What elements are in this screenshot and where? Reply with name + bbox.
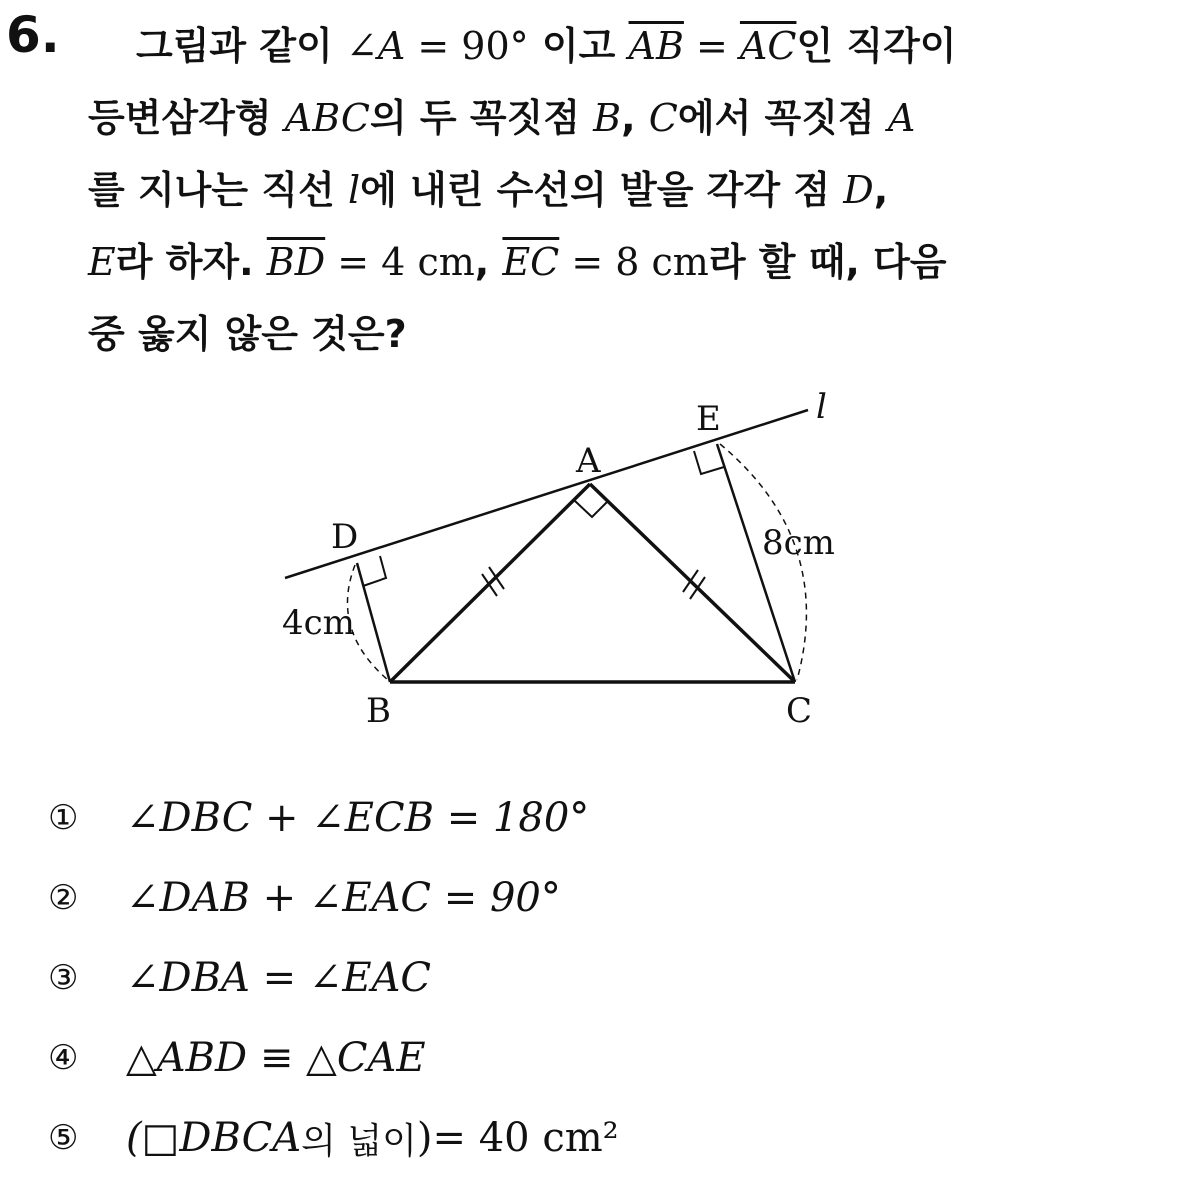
segment-b-d <box>357 563 390 682</box>
choice-5[interactable] <box>48 1098 619 1178</box>
label-bd-length: 4cm <box>282 603 355 643</box>
choice-text: ∠DBA = ∠EAC <box>126 955 432 1001</box>
segment-a-c <box>590 484 795 682</box>
statement-text: 그림과 같이 <box>136 24 346 68</box>
point-c: C <box>648 96 678 140</box>
segment-a-b <box>390 484 590 682</box>
label-l: l <box>816 387 827 427</box>
statement-text: 등변삼각형 <box>88 96 285 140</box>
choice-text-korean: 의 넓이 <box>301 1120 417 1162</box>
choice-marker: ③ <box>48 958 79 998</box>
answer-choices <box>48 778 619 1178</box>
point-a: A <box>887 96 916 140</box>
right-angle-mark-d <box>363 556 386 586</box>
right-angle-mark-a <box>575 501 608 517</box>
label-c: C <box>786 691 813 731</box>
statement-text: 중 옳지 않은 것은? <box>88 312 407 356</box>
segment-ab: $\overline{AB}$ <box>628 24 684 68</box>
bd-length: = 4 cm <box>325 240 475 284</box>
statement-text: 인 직각이 <box>796 24 957 68</box>
statement-text: , <box>621 96 649 140</box>
label-d: D <box>331 517 359 557</box>
point-b: B <box>593 96 622 140</box>
point-e: E <box>88 240 116 284</box>
choice-1[interactable] <box>48 778 619 858</box>
statement-text: 이고 <box>528 24 629 68</box>
equals-sign: = <box>683 24 740 68</box>
label-b: B <box>366 691 391 731</box>
choice-text: ∠DAB + ∠EAC = 90° <box>126 875 561 921</box>
statement-text: 에 내린 수선의 발을 각각 점 <box>360 168 844 212</box>
line-l: l <box>347 168 361 212</box>
statement-text: 에서 꼭짓점 <box>677 96 888 140</box>
angle-a: ∠A <box>346 24 406 68</box>
line-l <box>285 410 808 578</box>
tick-mark-ac <box>690 577 705 599</box>
segment-ac: $\overline{AC}$ <box>739 24 797 68</box>
choice-2[interactable] <box>48 858 619 938</box>
problem-number: 6. <box>6 6 60 64</box>
choice-text: (□DBCA <box>126 1115 302 1161</box>
statement-text: 라 할 때, 다음 <box>708 240 947 284</box>
ec-length: = 8 cm <box>559 240 709 284</box>
choice-3[interactable] <box>48 938 619 1018</box>
statement-text: 라 하자. <box>115 240 267 284</box>
choice-marker: ① <box>48 798 79 838</box>
choice-4[interactable] <box>48 1018 619 1098</box>
choice-marker: ④ <box>48 1038 79 1078</box>
label-ec-length: 8cm <box>762 523 835 563</box>
choice-text: △ABD ≡ △CAE <box>126 1035 426 1081</box>
triangle-abc: ABC <box>284 96 370 140</box>
statement-text: , <box>873 168 889 212</box>
angle-value: = 90° <box>405 24 529 68</box>
label-e: E <box>696 399 721 439</box>
statement-text: 를 지나는 직선 <box>88 168 348 212</box>
point-d: D <box>843 168 874 212</box>
segment-ec: $\overline{EC}$ <box>502 240 560 284</box>
tick-mark-ac <box>683 570 698 592</box>
statement-text: 의 두 꼭짓점 <box>369 96 594 140</box>
segment-bd: $\overline{BD}$ <box>266 240 326 284</box>
choice-marker: ⑤ <box>48 1118 79 1158</box>
choice-text: ∠DBC + ∠ECB = 180° <box>126 795 590 841</box>
choice-text-end: )= 40 cm² <box>416 1115 619 1161</box>
choice-marker: ② <box>48 878 79 918</box>
label-a: A <box>576 441 601 481</box>
statement-text: , <box>474 240 503 284</box>
